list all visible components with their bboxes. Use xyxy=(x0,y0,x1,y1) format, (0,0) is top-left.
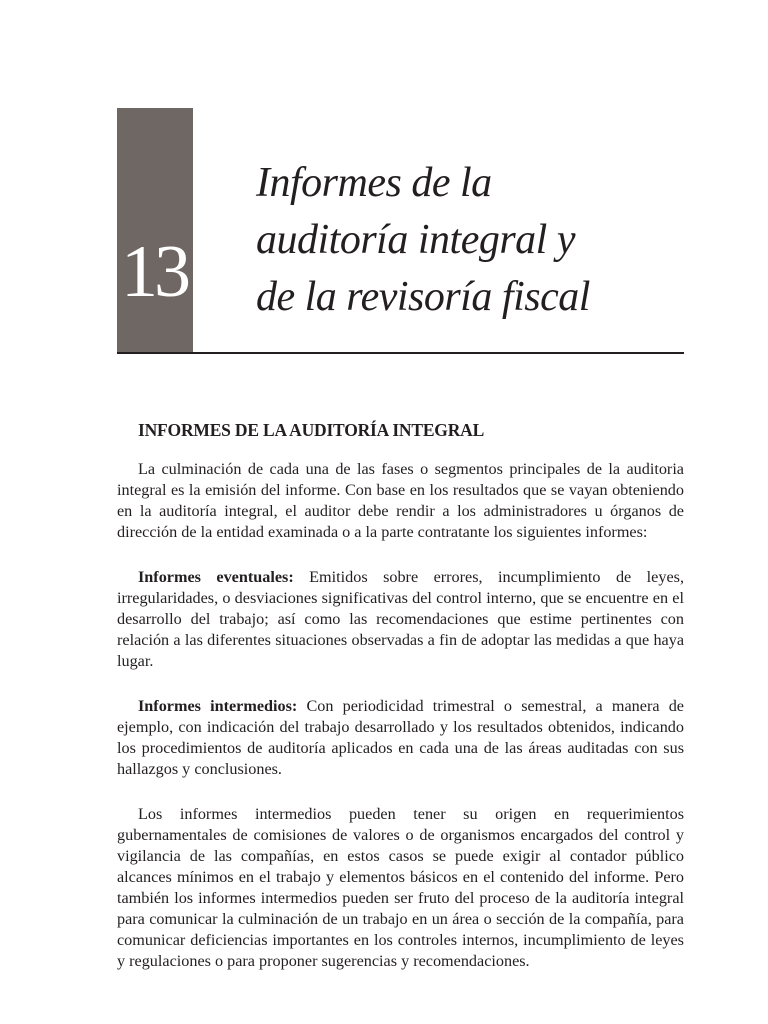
chapter-number: 13 xyxy=(121,231,187,313)
chapter-title-line: Informes de la xyxy=(256,160,492,206)
paragraph-text: La culminación de cada una de las fases o segmentos principales de la auditoria integral es la emisión del informe. Con base en los resultados que se vayan obteniendo en la auditoría integral, el auditor debe rendir a los administradores u órganos de dirección de la entidad examinada o a la parte contratante los siguientes informes: xyxy=(117,460,684,541)
chapter-title-line: auditoría integral y xyxy=(256,217,575,263)
paragraph-text: Con periodicidad trimestral o semestral, a manera de ejemplo, con indicación del trabajo desarrollado y los resultados obtenidos, indicando los procedimientos de auditoría aplicados en cada una de las áreas auditadas con sus hallazgos y conclusiones. xyxy=(117,697,684,778)
paragraph-text: Los informes intermedios pueden tener su origen en requerimientos gubernamentales de comisiones de valores o de organismos encargados del control y vigilancia de las compañías, en estos casos se puede exigir al contador público alcances mínimos en el trabajo y elementos básicos en el contenido del informe. Pero también los informes intermedios pueden ser fruto del proceso de la auditoría integral para comunicar la culminación de un trabajo en un área o sección de la compañía, para comunicar deficiencias importantes en los controles internos, incumplimiento de leyes y regulaciones o para proponer sugerencias y recomendaciones. xyxy=(117,805,684,970)
paragraph xyxy=(117,459,684,543)
body-text xyxy=(117,459,684,996)
section-heading: INFORMES DE LA AUDITORÍA INTEGRAL xyxy=(138,420,485,440)
paragraph xyxy=(117,804,684,972)
paragraph-lead: Informes intermedios: xyxy=(138,697,298,715)
chapter-number-bar xyxy=(117,108,193,353)
chapter-divider xyxy=(117,352,684,354)
paragraph-lead: Informes eventuales: xyxy=(138,568,294,586)
chapter-title xyxy=(256,155,590,326)
paragraph-text: Emitidos sobre errores, incumplimiento de leyes, irregularidades, o desviaciones significativas del control interno, que se encuentre en el desarrollo del trabajo; así como las recomendaciones que estime pertinentes con relación a las diferentes situaciones observadas a fin de adoptar las medidas a que haya lugar. xyxy=(117,568,684,670)
paragraph xyxy=(117,696,684,780)
chapter-title-line: de la revisoría fiscal xyxy=(256,274,590,320)
paragraph xyxy=(117,567,684,672)
